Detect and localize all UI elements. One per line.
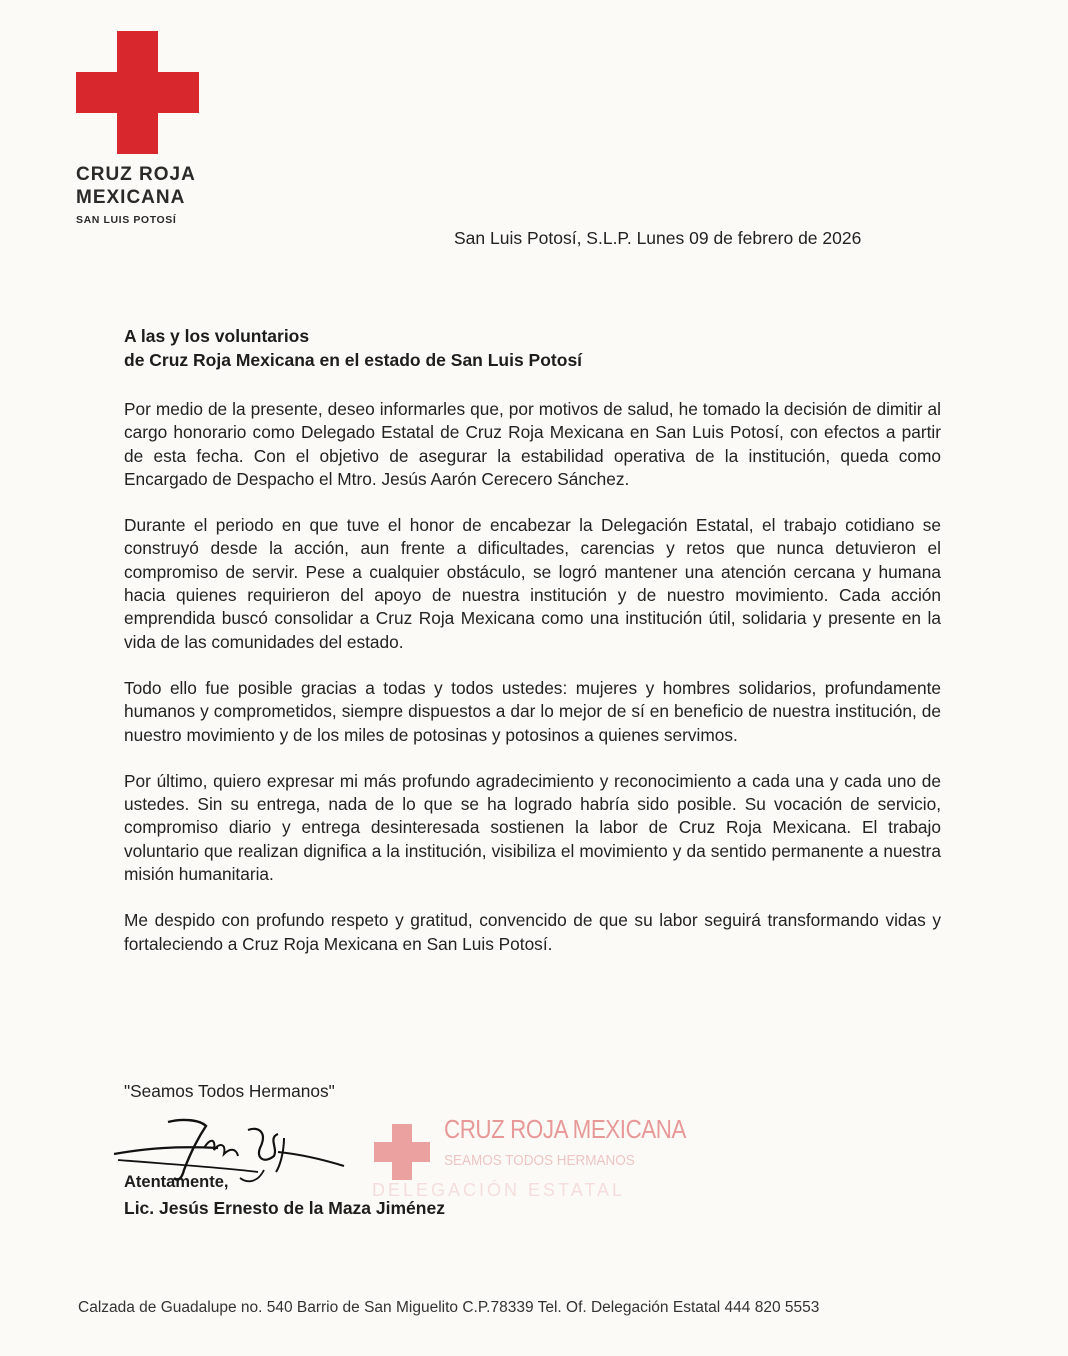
letter-date: San Luis Potosí, S.L.P. Lunes 09 de febrero de 2026 xyxy=(454,228,862,248)
stamp-cross-icon xyxy=(374,1124,430,1180)
letter-body xyxy=(124,398,941,979)
signer-name: Lic. Jesús Ernesto de la Maza Jiménez xyxy=(124,1198,445,1218)
paragraph: Por último, quiero expresar mi más profundo agradecimiento y reconocimiento a cada una y cada uno de ustedes. Sin su entrega, nada de lo que se ha logrado habría sido posible. Su vocación de servicio, compromiso diario y entrega desinteresada sostienen la labor de Cruz Roja Mexicana. El trabajo voluntario que realizan dignifica a la institución, visibiliza el movimiento y da sentido permanente a nuestra misión humanitaria. xyxy=(124,770,941,885)
logo-line-3: SAN LUIS POTOSÍ xyxy=(76,214,177,226)
addressee xyxy=(124,324,944,372)
paragraph: Durante el periodo en que tuve el honor de encabezar la Delegación Estatal, el trabajo cotidiano se construyó desde la acción, aun frente a dificultades, carencias y retos que nunca detuvieron el compromiso de servir. Pese a cualquier obstáculo, se logró mantener una atención cercana y humana hacia quienes requirieron del apoyo de nuestra institución y de nuestro movimiento. Cada acción emprendida buscó consolidar a Cruz Roja Mexicana como una institución útil, solidaria y presente en la vida de las comunidades del estado. xyxy=(124,515,941,652)
paragraph: Por medio de la presente, deseo informarles que, por motivos de salud, he tomado la decisión de dimitir al cargo honorario como Delegado Estatal de Cruz Roja Mexicana en San Luis Potosí, con efectos a partir de esta fecha. Con el objetivo de asegurar la estabilidad operativa de la institución, queda como Encargado de Despacho el Mtro. Jesús Aarón Cerecero Sánchez. xyxy=(124,399,941,489)
paragraph: Todo ello fue posible gracias a todas y todos ustedes: mujeres y hombres solidarios, profundamente humanos y comprometidos, siempre dispuestos a dar lo mejor de sí en beneficio de nuestra institución, de nuestro movimiento y de los miles de potosinas y potosinos a quienes servimos. xyxy=(124,677,941,745)
stamp-delegation: DELEGACIÓN ESTATAL xyxy=(372,1180,626,1200)
stamp-title: CRUZ ROJA MEXICANA xyxy=(444,1114,686,1144)
red-cross-logo xyxy=(76,31,199,154)
logo-line-1: CRUZ ROJA xyxy=(76,164,196,185)
footer-address: Calzada de Guadalupe no. 540 Barrio de San Miguelito C.P.78339 Tel. Of. Delegación Estatal 444 820 5553 xyxy=(78,1299,820,1316)
stamp-subtitle: SEAMOS TODOS HERMANOS xyxy=(444,1152,635,1169)
addressee-line-1: A las y los voluntarios xyxy=(124,326,310,346)
logo-text xyxy=(76,163,276,226)
paragraph: Me despido con profundo respeto y gratitud, convencido de que su labor seguirá transformando vidas y fortaleciendo a Cruz Roja Mexicana en San Luis Potosí. xyxy=(124,910,941,954)
motto: "Seamos Todos Hermanos" xyxy=(124,1081,335,1101)
closing: Atentamente, xyxy=(124,1173,229,1191)
addressee-line-2: de Cruz Roja Mexicana en el estado de San Luis Potosí xyxy=(124,350,583,370)
logo-line-2: MEXICANA xyxy=(76,187,186,208)
